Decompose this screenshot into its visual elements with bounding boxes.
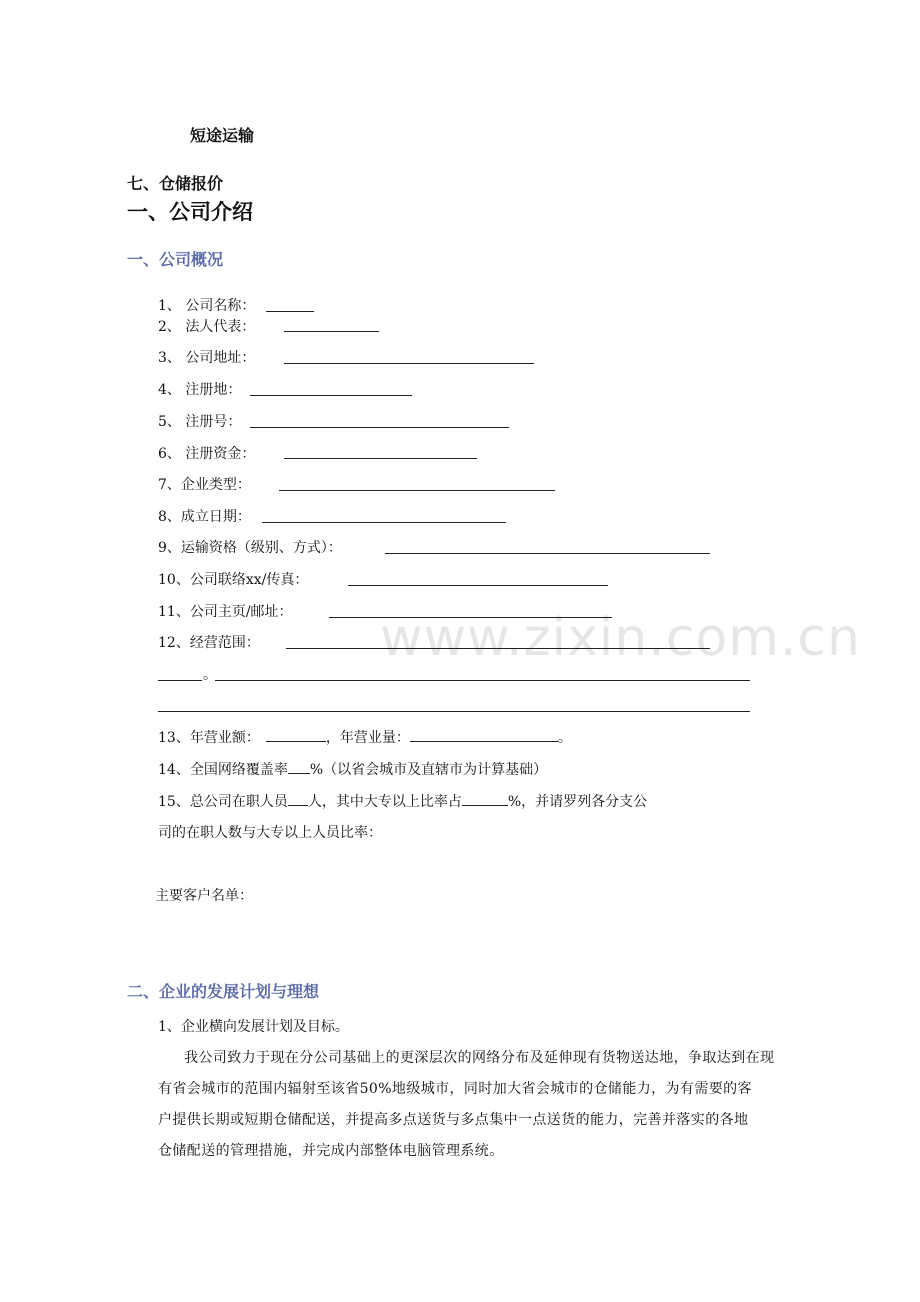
item-registered-place: 4、 注册地： bbox=[158, 382, 242, 398]
item-founding-date: 8、成立日期： bbox=[158, 509, 251, 525]
blank-homepage-email bbox=[329, 617, 612, 618]
blank-enterprise-type bbox=[279, 490, 555, 491]
blank-business-scope-1 bbox=[286, 648, 710, 649]
main-clients-label: 主要客户名单： bbox=[155, 888, 253, 904]
item-enterprise-type: 7、企业类型： bbox=[158, 477, 251, 493]
blank-registered-place bbox=[250, 395, 412, 396]
development-plan-title: 二、企业的发展计划与理想 bbox=[127, 982, 320, 1001]
watermark: www.zixin.com.cn bbox=[380, 608, 861, 668]
staff-middle: 人，其中大专以上比率占 bbox=[307, 794, 462, 810]
item-contact-fax: 10、公司联络xx/传真： bbox=[158, 572, 309, 588]
item-registration-no: 5、 注册号： bbox=[158, 414, 242, 430]
staff-label: 15、总公司在职人员 bbox=[158, 794, 288, 810]
item-business-scope: 12、经营范围： bbox=[158, 635, 260, 651]
short-transport-heading: 短途运输 bbox=[190, 126, 255, 145]
development-paragraph-line-4: 仓储配送的管理措施，并完成内部整体电脑管理系统。 bbox=[158, 1143, 504, 1159]
blank-business-scope-2b bbox=[215, 680, 750, 681]
blank-staff-ratio bbox=[462, 792, 508, 806]
item-homepage-email: 11、公司主页/邮址： bbox=[158, 604, 293, 620]
company-overview-title: 一、公司概况 bbox=[127, 250, 224, 269]
blank-legal-rep bbox=[284, 331, 379, 332]
business-scope-period: 。 bbox=[203, 667, 217, 683]
blank-business-scope-2a bbox=[158, 680, 202, 681]
item-staff bbox=[158, 791, 647, 811]
development-paragraph-line-3: 户提供长期或短期仓储配送，并提高多点送货与多点集中一点送货的能力，完善并落实的各地 bbox=[158, 1112, 749, 1128]
item-legal-rep: 2、 法人代表： bbox=[158, 319, 256, 335]
blank-address bbox=[284, 363, 534, 364]
item-annual-revenue bbox=[158, 727, 572, 747]
development-paragraph-line-2: 有省会城市的范围内辐射至该省50%地级城市，同时加大省会城市的仓储能力，为有需要的客 bbox=[158, 1081, 752, 1097]
item-address: 3、 公司地址： bbox=[158, 350, 256, 366]
item-transport-qualification: 9、运输资格（级别、方式）： bbox=[158, 540, 342, 556]
blank-annual-revenue bbox=[266, 728, 326, 742]
blank-coverage bbox=[288, 760, 310, 774]
section-7-heading: 七、仓储报价 bbox=[127, 174, 224, 193]
development-paragraph-line-1: 我公司致力于现在分公司基础上的更深层次的网络分布及延伸现有货物送达地，争取达到在现 bbox=[184, 1050, 775, 1066]
item-registered-capital: 6、 注册资金： bbox=[158, 446, 256, 462]
annual-revenue-label: 13、年营业额： bbox=[158, 730, 260, 746]
item-company-name: 1、 公司名称： bbox=[158, 298, 256, 314]
blank-registration-no bbox=[250, 427, 509, 428]
annual-period: 。 bbox=[557, 730, 572, 746]
coverage-label: 14、全国网络覆盖率 bbox=[158, 762, 288, 778]
blank-company-name bbox=[266, 311, 314, 312]
blank-transport-qualification bbox=[385, 553, 710, 554]
item-network-coverage bbox=[158, 759, 547, 779]
blank-founding-date bbox=[262, 522, 506, 523]
development-item-1: 1、企业横向发展计划及目标。 bbox=[158, 1019, 349, 1035]
blank-registered-capital bbox=[284, 458, 477, 459]
blank-business-scope-3 bbox=[158, 711, 750, 712]
annual-volume-label: ，年营业量： bbox=[325, 730, 410, 746]
blank-annual-volume bbox=[410, 728, 558, 742]
section-1-heading: 一、公司介绍 bbox=[127, 199, 253, 224]
staff-suffix: %，并请罗列各分支公 bbox=[507, 794, 648, 810]
coverage-suffix: %（以省会城市及直辖市为计算基础） bbox=[309, 762, 548, 778]
blank-staff bbox=[288, 792, 308, 806]
item-staff-line2: 司的在职人数与大专以上人员比率： bbox=[158, 825, 382, 841]
blank-contact-fax bbox=[348, 585, 608, 586]
